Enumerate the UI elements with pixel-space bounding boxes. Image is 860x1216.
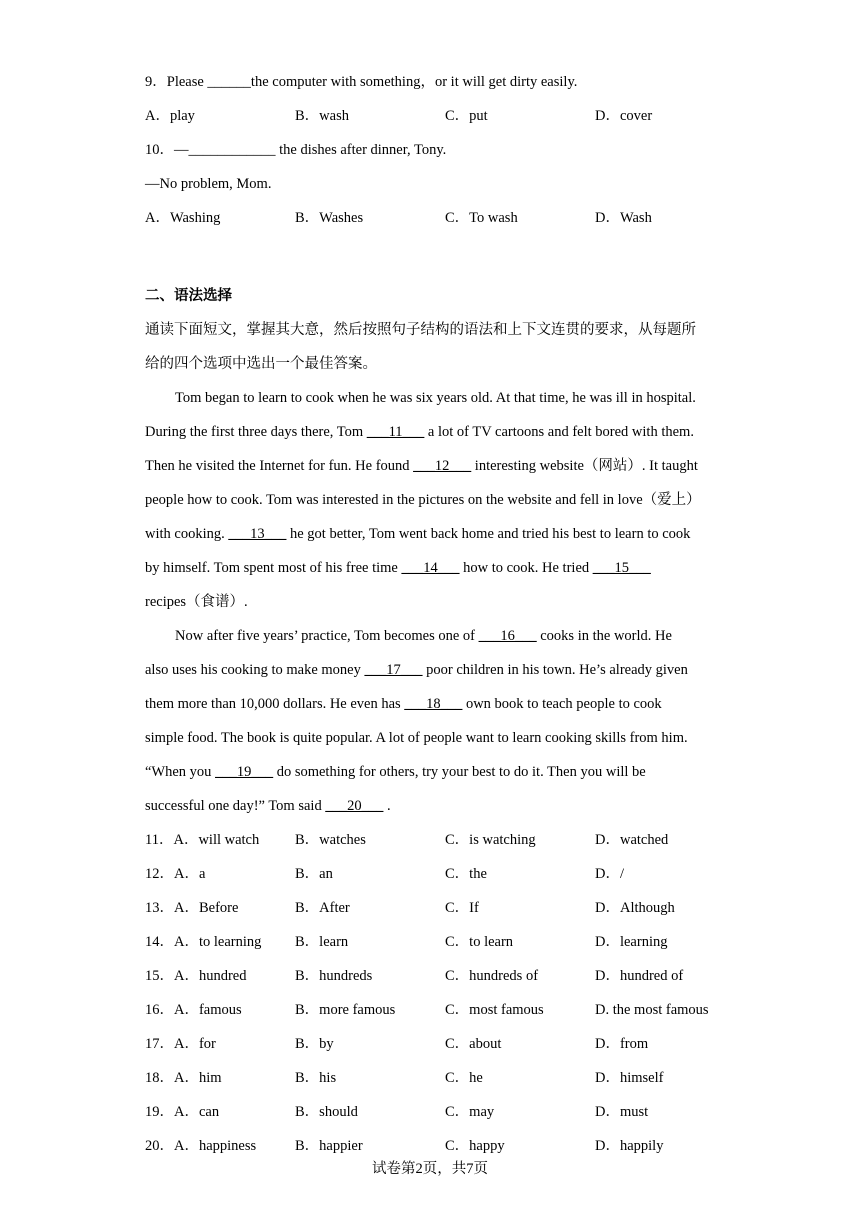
passage-line bbox=[145, 728, 688, 748]
section-heading: 二、语法选择 bbox=[145, 288, 232, 304]
passage-line bbox=[145, 694, 662, 714]
option-d[interactable]: D．himself bbox=[595, 1070, 664, 1086]
passage-text: Then he visited the Internet for fun. He found bbox=[145, 458, 414, 474]
q9-options bbox=[145, 106, 745, 126]
blank-12: ___12___ bbox=[413, 458, 472, 474]
passage-text: interesting website（网站）. It taught bbox=[471, 458, 698, 474]
passage-line bbox=[175, 388, 696, 408]
option-a-label: A．a bbox=[174, 866, 206, 882]
option-c[interactable]: C．most famous bbox=[445, 1002, 544, 1018]
option-a-label: A．to learning bbox=[174, 934, 262, 950]
option-a[interactable] bbox=[145, 966, 247, 986]
question-row bbox=[145, 1000, 745, 1020]
passage-text: also uses his cooking to make money bbox=[145, 662, 365, 678]
passage-text: own book to teach people to cook bbox=[462, 696, 662, 712]
passage-text: successful one day!” Tom said bbox=[145, 798, 326, 814]
option-d[interactable]: D．Although bbox=[595, 900, 675, 916]
passage-text: During the first three days there, Tom bbox=[145, 424, 367, 440]
passage-line bbox=[145, 762, 646, 782]
option-b[interactable]: B．his bbox=[295, 1070, 337, 1086]
option-c[interactable]: C．may bbox=[445, 1104, 495, 1120]
question-row bbox=[145, 932, 745, 952]
option-a[interactable] bbox=[145, 1136, 256, 1156]
passage-line bbox=[145, 592, 248, 612]
option-a[interactable] bbox=[145, 864, 205, 884]
option-d[interactable]: D．must bbox=[595, 1104, 649, 1120]
option-c[interactable]: C．he bbox=[445, 1070, 483, 1086]
passage-text: Now after five years’ practice, Tom becomes one of bbox=[175, 628, 479, 644]
q9-option-c[interactable]: C．put bbox=[445, 108, 488, 124]
option-c[interactable]: C．If bbox=[445, 900, 479, 916]
instruction-line-1: 通读下面短文，掌握其大意，然后按照句子结构的语法和上下文连贯的要求，从每题所 bbox=[145, 322, 696, 338]
option-a[interactable] bbox=[145, 1102, 219, 1122]
passage-line bbox=[145, 490, 701, 510]
q9-stem: 9．Please ______the computer with something，or it will get dirty easily. bbox=[145, 74, 578, 90]
passage-text: recipes（食谱）. bbox=[145, 594, 248, 610]
option-d[interactable]: D．hundred of bbox=[595, 968, 684, 984]
question-number: 12． bbox=[145, 866, 174, 882]
instruction-line-2: 给的四个选项中选出一个最佳答案。 bbox=[145, 356, 377, 372]
passage-text: with cooking. bbox=[145, 526, 229, 542]
option-a-label: A．happiness bbox=[174, 1138, 257, 1154]
passage-text: poor children in his town. He’s already given bbox=[422, 662, 688, 678]
passage-text: “When you bbox=[145, 764, 216, 780]
option-b[interactable]: B．happier bbox=[295, 1138, 363, 1154]
passage-text: by himself. Tom spent most of his free time bbox=[145, 560, 402, 576]
option-b[interactable]: B．should bbox=[295, 1104, 358, 1120]
question-number: 17． bbox=[145, 1036, 174, 1052]
option-b[interactable]: B．more famous bbox=[295, 1002, 396, 1018]
blank-11: ___11___ bbox=[366, 424, 425, 440]
question-number: 19． bbox=[145, 1104, 174, 1120]
option-b[interactable]: B．learn bbox=[295, 934, 349, 950]
q10-options bbox=[145, 208, 745, 228]
passage-line bbox=[145, 524, 690, 544]
q10-option-a[interactable]: A．Washing bbox=[145, 210, 221, 226]
question-number: 14． bbox=[145, 934, 174, 950]
question-number: 20． bbox=[145, 1138, 174, 1154]
passage-line bbox=[145, 660, 688, 680]
blank-15: ___15___ bbox=[592, 560, 651, 576]
q10-option-d[interactable]: D．Wash bbox=[595, 210, 652, 226]
passage-text: cooks in the world. He bbox=[536, 628, 672, 644]
blank-20: ___20___ bbox=[325, 798, 384, 814]
passage-text: simple food. The book is quite popular. A lot of people want to learn cooking skills from him. bbox=[145, 730, 688, 746]
option-b[interactable]: B．an bbox=[295, 866, 333, 882]
option-a-label: A．famous bbox=[174, 1002, 242, 1018]
option-c[interactable]: C．the bbox=[445, 866, 487, 882]
option-c[interactable]: C．about bbox=[445, 1036, 502, 1052]
question-row bbox=[145, 898, 745, 918]
option-c[interactable]: C．hundreds of bbox=[445, 968, 539, 984]
question-number: 15． bbox=[145, 968, 174, 984]
option-a[interactable] bbox=[145, 1000, 242, 1020]
passage-text: them more than 10,000 dollars. He even has bbox=[145, 696, 405, 712]
question-row bbox=[145, 1034, 745, 1054]
q10-stem: 10．—____________ the dishes after dinner, Tony. bbox=[145, 142, 447, 158]
passage-text: he got better, Tom went back home and tried his best to learn to cook bbox=[286, 526, 691, 542]
blank-14: ___14___ bbox=[401, 560, 460, 576]
option-a-label: A．will watch bbox=[173, 832, 260, 848]
q9-option-b[interactable]: B．wash bbox=[295, 108, 349, 124]
option-d[interactable]: D．happily bbox=[595, 1138, 664, 1154]
option-b[interactable]: B．watches bbox=[295, 832, 366, 848]
question-row bbox=[145, 966, 745, 986]
passage-text: a lot of TV cartoons and felt bored with them. bbox=[424, 424, 694, 440]
option-d[interactable]: D．watched bbox=[595, 832, 669, 848]
question-row bbox=[145, 1102, 745, 1122]
passage-line bbox=[175, 626, 672, 646]
passage-text: how to cook. He tried bbox=[459, 560, 593, 576]
passage-text: . bbox=[383, 798, 391, 814]
option-d[interactable]: D．learning bbox=[595, 934, 668, 950]
option-b[interactable]: B．After bbox=[295, 900, 350, 916]
option-a[interactable] bbox=[145, 1068, 222, 1088]
option-c[interactable]: C．to learn bbox=[445, 934, 514, 950]
option-a[interactable] bbox=[145, 1034, 216, 1054]
option-c[interactable]: C．happy bbox=[445, 1138, 505, 1154]
option-a[interactable] bbox=[145, 898, 238, 918]
question-row bbox=[145, 1136, 745, 1156]
question-number: 16． bbox=[145, 1002, 174, 1018]
page-footer: 试卷第2页，共7页 bbox=[372, 1161, 488, 1177]
question-row bbox=[145, 830, 745, 850]
passage-line bbox=[145, 456, 698, 476]
q9-option-a[interactable]: A．play bbox=[145, 108, 195, 124]
option-a[interactable] bbox=[145, 830, 259, 850]
passage-line bbox=[145, 796, 391, 816]
question-number: 11． bbox=[145, 832, 174, 848]
question-row bbox=[145, 864, 745, 884]
passage-text: Tom began to learn to cook when he was six years old. At that time, he was ill in hospital. bbox=[175, 390, 696, 406]
passage-line bbox=[145, 422, 694, 442]
q9-option-d[interactable]: D．cover bbox=[595, 108, 653, 124]
option-b[interactable]: B．by bbox=[295, 1036, 334, 1052]
q10-reply: —No problem, Mom. bbox=[145, 176, 272, 192]
option-a-label: A．Before bbox=[174, 900, 239, 916]
passage-line bbox=[145, 558, 651, 578]
q10-option-c[interactable]: C．To wash bbox=[445, 210, 518, 226]
option-a-label: A．can bbox=[174, 1104, 220, 1120]
question-number: 18． bbox=[145, 1070, 174, 1086]
question-number: 13． bbox=[145, 900, 174, 916]
option-a-label: A．him bbox=[174, 1070, 222, 1086]
blank-17: ___17___ bbox=[364, 662, 423, 678]
option-c[interactable]: C．is watching bbox=[445, 832, 536, 848]
question-row bbox=[145, 1068, 745, 1088]
option-a[interactable] bbox=[145, 932, 261, 952]
blank-18: ___18___ bbox=[404, 696, 463, 712]
blank-13: ___13___ bbox=[228, 526, 287, 542]
blank-16: ___16___ bbox=[478, 628, 537, 644]
option-a-label: A．hundred bbox=[174, 968, 247, 984]
option-d[interactable]: D．from bbox=[595, 1036, 649, 1052]
passage-text: people how to cook. Tom was interested in the pictures on the website and fell in love（爱上） bbox=[145, 492, 701, 508]
option-a-label: A．for bbox=[174, 1036, 216, 1052]
blank-19: ___19___ bbox=[215, 764, 274, 780]
option-d[interactable]: D．/ bbox=[595, 866, 624, 882]
option-b[interactable]: B．hundreds bbox=[295, 968, 373, 984]
option-d[interactable]: D. the most famous bbox=[595, 1002, 709, 1018]
q10-option-b[interactable]: B．Washes bbox=[295, 210, 364, 226]
passage-text: do something for others, try your best to do it. Then you will be bbox=[273, 764, 646, 780]
